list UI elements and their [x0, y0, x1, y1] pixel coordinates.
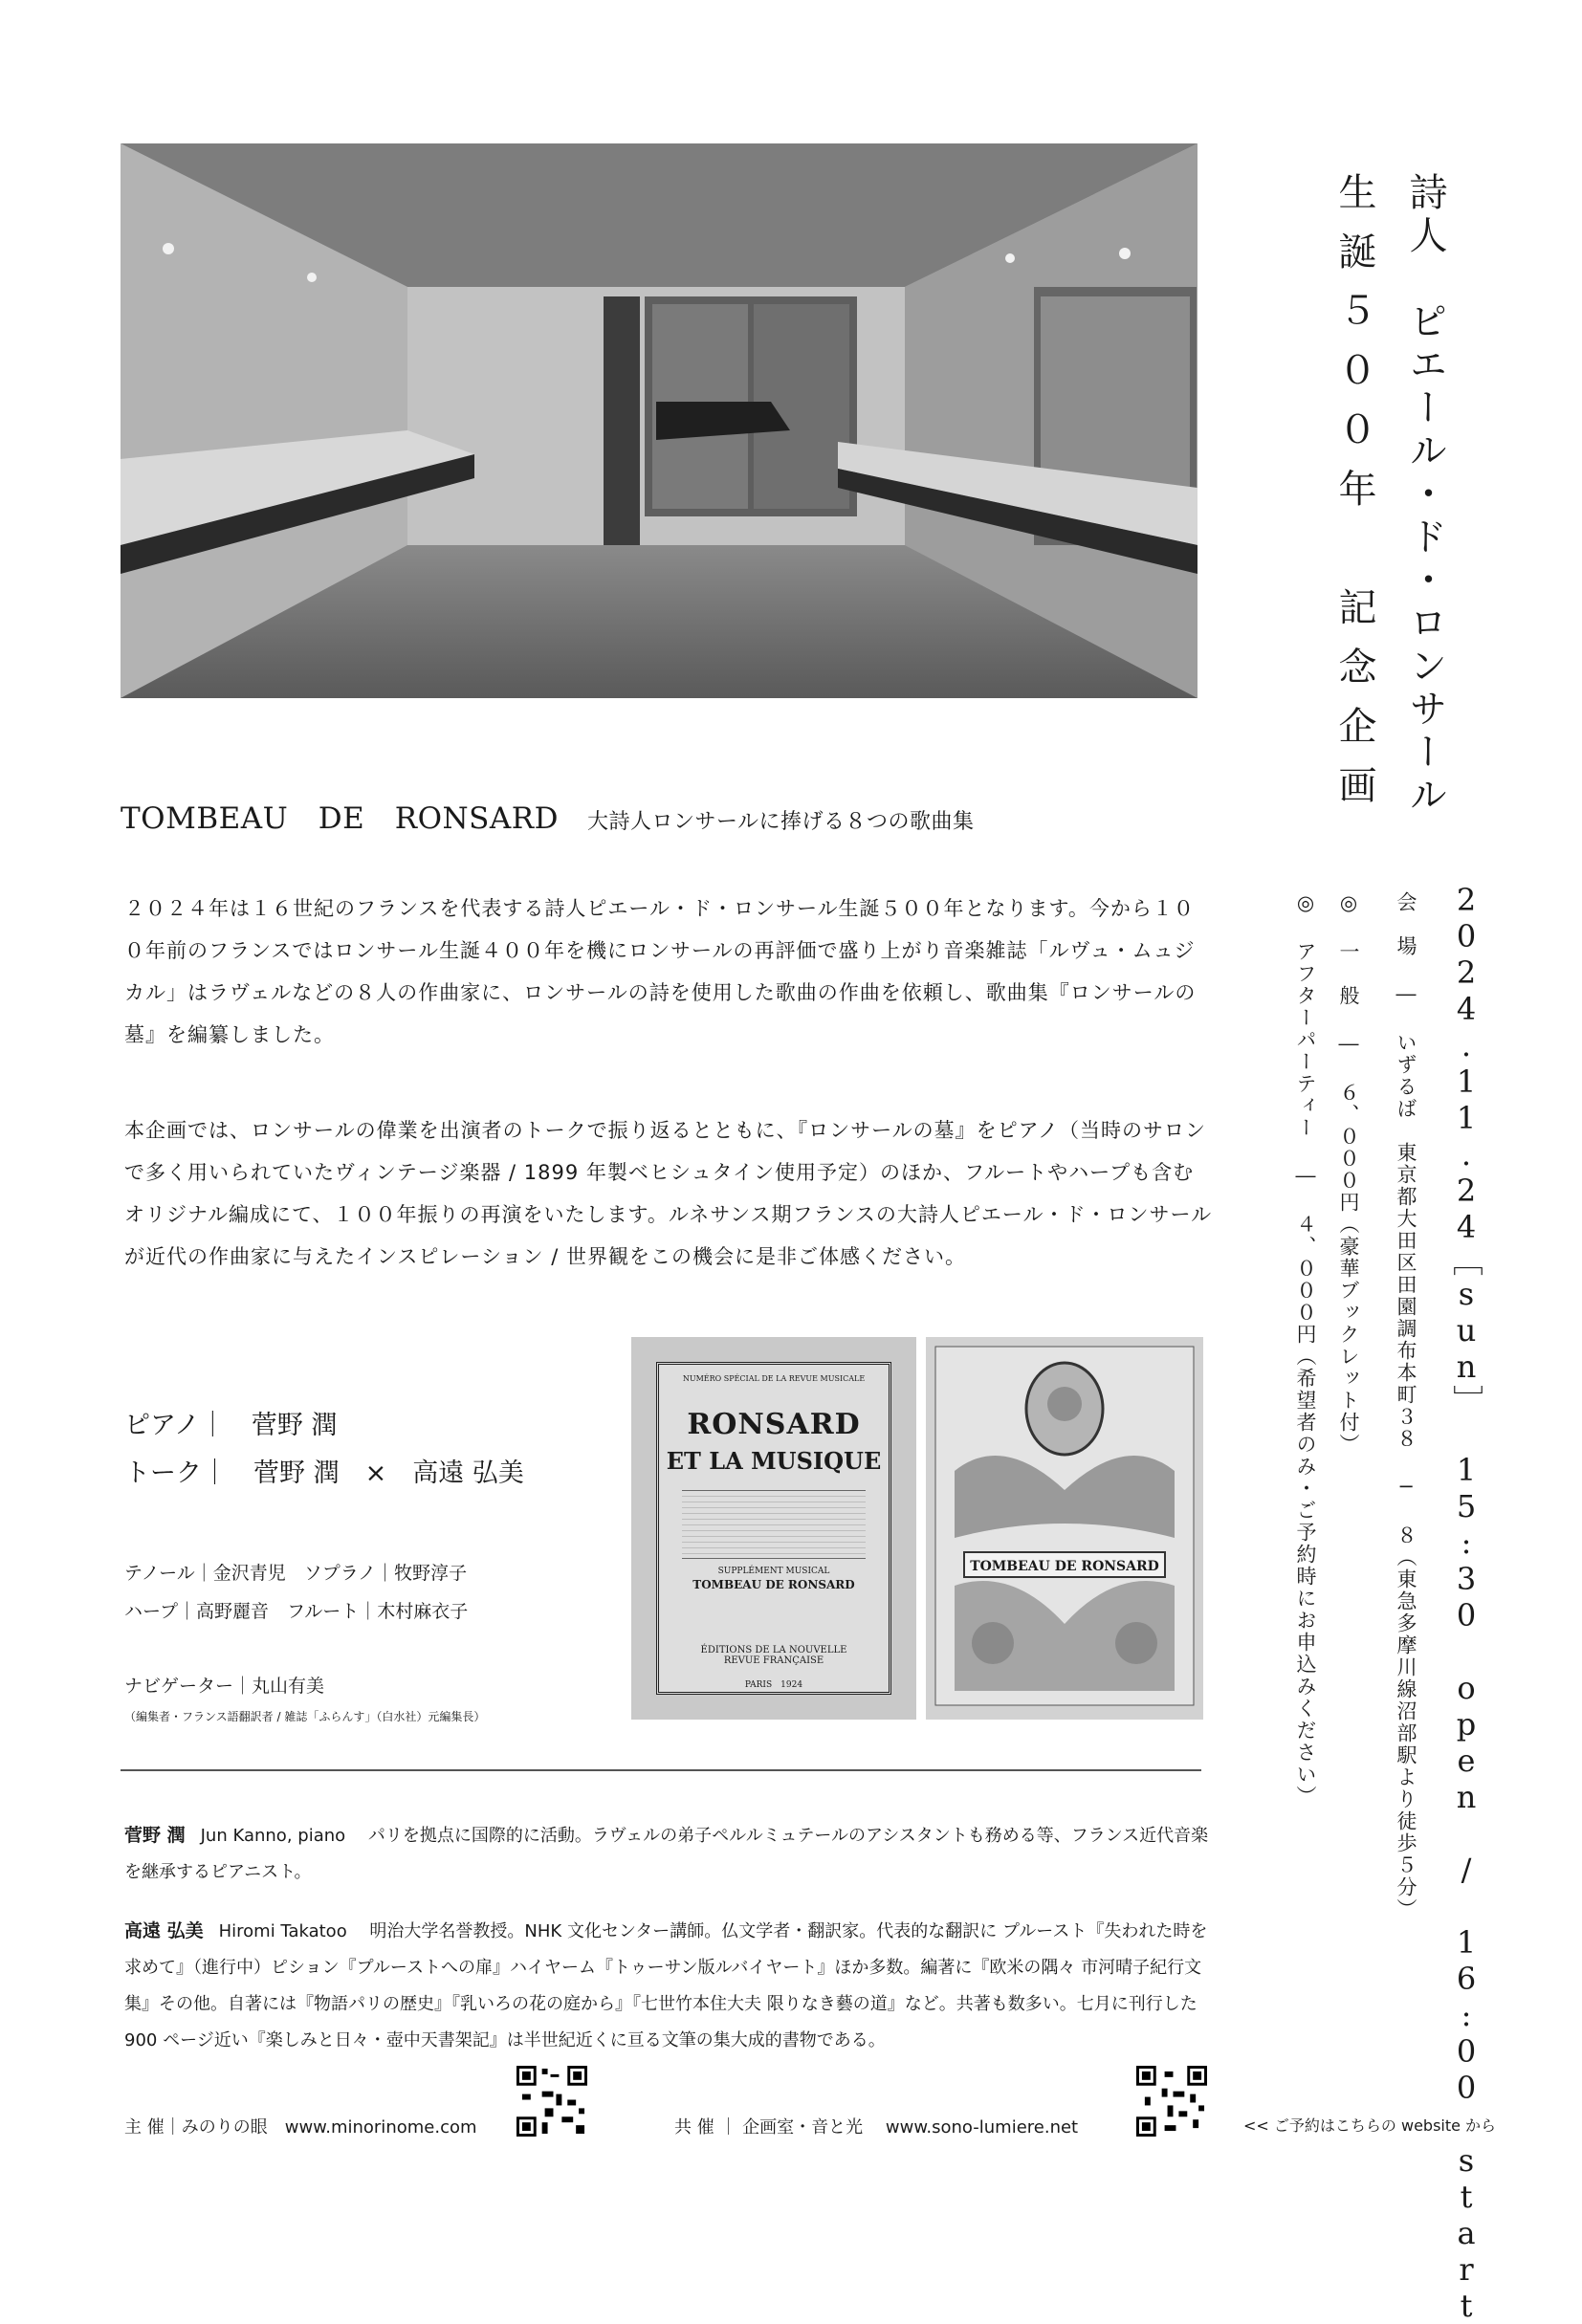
price-general: ◎ 一 般 ― ６、０００円（豪華ブックレット付）	[1337, 891, 1360, 1456]
score-supplement: SUPPLÉMENT MUSICAL	[717, 1567, 830, 1576]
event-datetime: 2024.11.24［sun］ 15:30 open / 16:00 start	[1448, 882, 1484, 2324]
cast-piano: ピアノ｜ 菅野 潤	[124, 1411, 338, 1440]
bio-takatoo-text: Hiromi Takatoo 明治大学名誉教授。NHK 文化センター講師。仏文学者・翻訳家。代表的な翻訳に プルースト『失われた時を求めて』（進行中）ピション『プルーストへの扉』ハイヤーム『トゥーサン版ルバイヤート』ほか多数。編著に『欧米の隅々 市河晴子紀行文集』その他。自著には『物語パリの歴史』『乳いろの花の庭から』『七世竹本住大夫 限りなき藝の道』など。共著も数多い。七月に刊行した 900 ページ近い『楽しみと日々・壺中天書架記』は半世紀近くに亘る文筆の集大成的書物である。	[124, 1921, 1208, 2050]
footer-coorganizer[interactable]: 共 催 ｜ 企画室・音と光 www.sono-lumiere.net	[674, 2117, 1079, 2138]
cast-navigator-note: （編集者・フランス語翻訳者 / 雑誌「ふらんす」（白水社）元編集長）	[124, 1710, 486, 1723]
divider	[121, 1769, 1201, 1771]
score-engraving-image	[926, 1337, 1203, 1720]
score-editions: ÉDITIONS DE LA NOUVELLE REVUE FRANÇAISE	[700, 1645, 847, 1666]
score-paris	[659, 1677, 889, 1690]
subtitle-jp: 大詩人ロンサールに捧げる８つの歌曲集	[586, 810, 975, 834]
score-paris-label: PARIS	[744, 1680, 773, 1690]
cast-voices-2: ハープ｜高野麗音 フルート｜木村麻衣子	[124, 1601, 469, 1622]
score-banner: TOMBEAU DE RONSARD	[970, 1559, 1159, 1574]
footer-reservation-note: << ご予約はこちらの website から	[1243, 2116, 1497, 2135]
bio-takatoo	[124, 1913, 1224, 2059]
venue-photo	[121, 143, 1197, 698]
bio-takatoo-name: 高遠 弘美	[124, 1920, 204, 1941]
intro-paragraph-2: 本企画では、ロンサールの偉業を出演者のトークで振り返るとともに、『ロンサールの墓』をピアノ（当時のサロンで多く用いられていたヴィンテージ楽器 / 1899 年製ベヒシュタイン使用予定）のほか、フルートやハープも含むオリジナル編成にて、１００年振りの再演をいたします。ルネサンス期フランスの大詩人ピエール・ド・ロンサールが近代の作曲家に与えたインスピレーション / 世界観をこの機会に是非ご体感ください。	[124, 1119, 1213, 1268]
cast-talk: トーク｜ 菅野 潤 × 高遠 弘美	[124, 1458, 524, 1488]
event-venue: 会 場 ― いずるば 東京都大田区田園調布本町３８ − ８（東急多摩川線沼部駅より徒歩５分）	[1395, 891, 1417, 1920]
footer-organizer[interactable]: 主 催｜みのりの眼 www.minorinome.com	[124, 2117, 477, 2138]
score-year: 1924	[780, 1680, 803, 1690]
score-header: NUMÉRO SPÉCIAL DE LA REVUE MUSICALE	[682, 1374, 866, 1383]
subtitle-en: TOMBEAU DE RONSARD	[121, 801, 559, 836]
score-title-2: ET LA MUSIQUE	[666, 1447, 882, 1475]
score-tombeau: TOMBEAU DE RONSARD	[692, 1578, 855, 1591]
score-cover-image	[631, 1337, 916, 1720]
qr-code-organizer[interactable]	[516, 2066, 587, 2137]
qr-code-reservation[interactable]	[1136, 2066, 1207, 2137]
subtitle	[121, 794, 975, 837]
cast-navigator: ナビゲーター｜丸山有美	[124, 1676, 325, 1697]
headline-line1: 詩人 ピエール・ド・ロンサール	[1403, 172, 1447, 818]
bio-kanno-text: Jun Kanno, piano パリを拠点に国際的に活動。ラヴェルの弟子ペルルミュテールのアシスタントも務める等、フランス近代音楽を継承するピアニスト。	[124, 1826, 1209, 1882]
bio-kanno	[124, 1817, 1224, 1891]
bio-kanno-name: 菅野 潤	[124, 1825, 186, 1846]
price-party: ◎ アフターパーティー ― ４、０００円（希望者のみ・ご予約時にお申込みください）	[1294, 891, 1317, 1808]
score-title-1: RONSARD	[687, 1408, 861, 1441]
headline-line2: 生誕５００年 記念企画	[1332, 172, 1376, 824]
intro-paragraph-1: ２０２４年は１６世紀のフランスを代表する詩人ピエール・ド・ロンサール生誕５００年となります。今から１００年前のフランスではロンサール生誕４００年を機にロンサールの再評価で盛り上がり音楽雑誌「ルヴュ・ムュジカル」はラヴェルなどの８人の作曲家に、ロンサールの詩を使用した歌曲の作曲を依頼し、歌曲集『ロンサールの墓』を編纂しました。	[124, 897, 1197, 1046]
cast-voices-1: テノール｜金沢青児 ソプラノ｜牧野淳子	[124, 1563, 468, 1584]
